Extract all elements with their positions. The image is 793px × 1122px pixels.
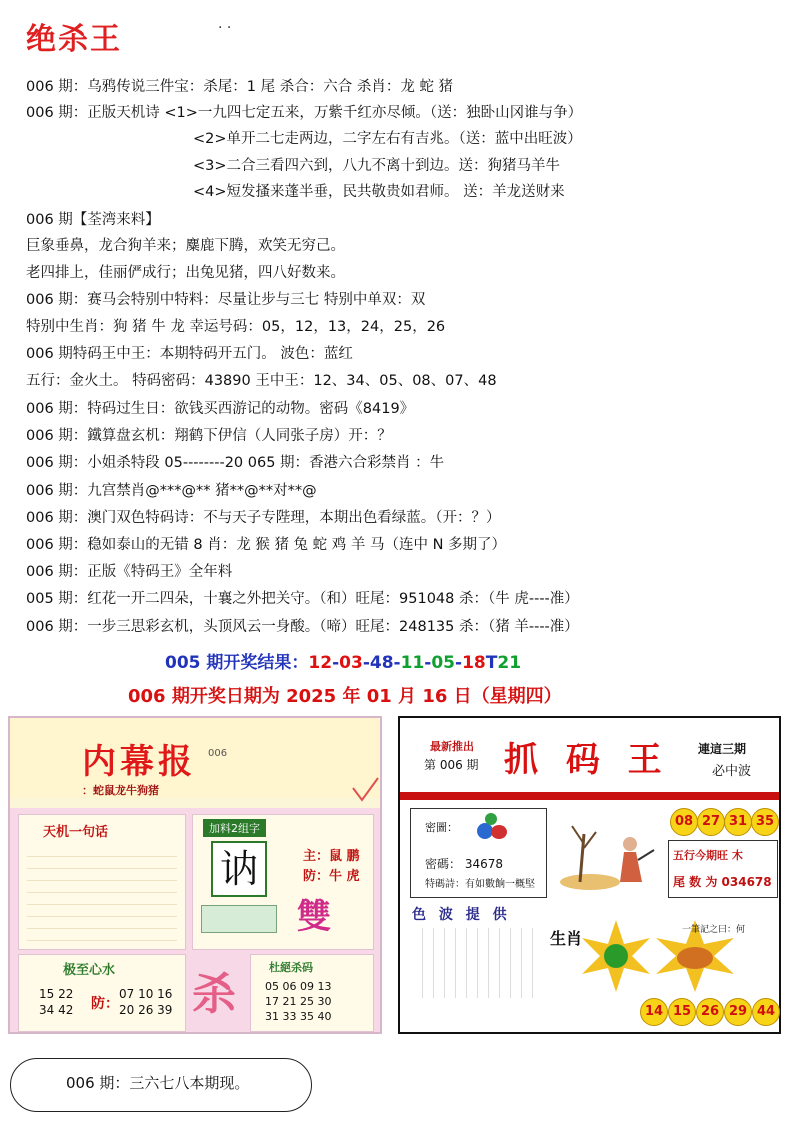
guard-label: 防：: [91, 996, 119, 1012]
prediction-line: <4>短发搔来蓬半垂，民共敬贵如君师。 送：羊龙送财来: [193, 184, 565, 200]
kill-seal: 杀: [192, 969, 236, 1020]
number-ball: 31: [724, 808, 752, 836]
heart-water-box: [18, 954, 186, 1032]
number-ball: 26: [696, 998, 724, 1026]
code-row: 05 06 09 13: [265, 980, 332, 993]
prediction-line: 006 期【荃湾来料】: [26, 212, 160, 228]
number-ball: 29: [724, 998, 752, 1026]
prediction-line: 巨象垂鼻，龙合狗羊来；麋鹿下腾，欢笑无穷己。: [26, 238, 345, 254]
numbers-b: 34 42: [39, 1003, 74, 1017]
result-label: 005 期开奖结果：: [165, 653, 309, 673]
code-king-panel: [398, 716, 781, 1034]
oracle-box: [18, 814, 186, 950]
result-number: 03: [339, 653, 363, 673]
prediction-line: 006 期：赛马会特别中特料：尽量让步与三七 特别中单双：双: [26, 292, 426, 308]
prediction-line: 006 期特码王中王：本期特码开五门。 波色：蓝红: [26, 346, 353, 362]
number-ball: 08: [670, 808, 698, 836]
color-provide-label: 色 波 提 供: [412, 907, 511, 923]
prediction-line: <3>二合三看四六到，八九不离十到边。送：狗猪马羊牛: [193, 158, 561, 174]
prediction-line: <2>单开二七走两边，二字左右有吉兆。（送：蓝中出旺波）: [193, 131, 582, 147]
number-ball: 15: [668, 998, 696, 1026]
special-number: 21: [497, 653, 522, 673]
two-char-title: 加料2组字: [203, 819, 266, 837]
draw-result: [165, 648, 521, 673]
streak-line-1: 連這三期: [698, 742, 747, 756]
numbers-c: 07 10 16: [119, 987, 173, 1001]
prediction-line: 五行：金火土。 特码密码：43890 王中王：12、34、05、08、07、48: [26, 373, 497, 389]
fruit-icon: [473, 813, 509, 843]
tail-label: 尾 数 为 034678: [673, 875, 772, 889]
note-text: 一筆記之曰：何: [682, 925, 746, 935]
prediction-line: 006 期：小姐杀特段 05--------20 065 期：香港六合彩禁肖 ：牛: [26, 455, 445, 471]
inside-report-panel: [8, 716, 382, 1034]
secret-code: 密碼： 34678: [425, 857, 503, 871]
cloud-text: 006 期：三六七八本期现。: [66, 1074, 250, 1092]
latest-label: 最新推出: [430, 740, 474, 753]
numbers-d: 20 26 39: [119, 1003, 173, 1017]
check-icon: [350, 776, 380, 804]
result-separator: -: [455, 653, 463, 673]
number-ball: 14: [640, 998, 668, 1026]
prediction-line: 005 期：红花一开二四朵，十襄之外把关守。（和）旺尾：951048 杀：（牛 虎----准）: [26, 591, 579, 607]
prediction-line: 006 期：正版天机诗 <1>一九四七定五来，万紫千红亦尽倾。（送：独卧山冈谁与争）: [26, 105, 583, 121]
double-character: 雙: [297, 897, 331, 937]
hunter-illustration-icon: [550, 804, 662, 896]
special-marker: T: [485, 653, 498, 673]
heart-water-title: 极至心水: [63, 963, 116, 978]
eliminated-codes-box: [250, 954, 374, 1032]
prediction-line: 006 期：一步三思彩玄机，头顶风云一身酸。（啼）旺尾：248135 杀：（猪 羊----准）: [26, 619, 579, 635]
result-number: 12: [308, 653, 333, 673]
two-char-box: [192, 814, 374, 950]
element-label: 五行今期旺 木: [673, 849, 743, 862]
red-divider: [400, 792, 779, 800]
prediction-line: 特别中生肖：狗 猪 牛 龙 幸运号码：05，12，13，24，25，26: [26, 319, 446, 335]
prediction-line: 006 期：正版《特码王》全年料: [26, 564, 233, 580]
prediction-line: 006 期：鐵算盘玄机：翔鹤下伊信（人同张子房）开：？: [26, 428, 392, 444]
panel-header-title: 内幕报: [82, 742, 196, 782]
prediction-line: 006 期：乌鸦传说三件宝：杀尾：1 尾 杀合：六合 杀肖：龙 蛇 猪: [26, 79, 454, 95]
eliminated-codes: [265, 979, 331, 1024]
guard-zodiac: 防：牛 虎: [303, 869, 360, 884]
result-separator: -: [393, 653, 401, 673]
issue-label: 第 006 期: [424, 758, 479, 772]
element-box: [668, 840, 778, 898]
zodiac-label: 生肖: [550, 929, 583, 948]
result-separator: -: [424, 653, 432, 673]
secret-figure-label: 密圖：: [425, 821, 458, 834]
eliminated-title: 杜絕杀码: [269, 961, 313, 974]
big-character: 讷: [211, 841, 267, 897]
numbers-a: 15 22: [39, 987, 74, 1001]
number-ball: 35: [751, 808, 779, 836]
secret-box: [410, 808, 547, 898]
header-issue: 006: [208, 748, 228, 759]
special-poem: 特碼詩：有如數餉一概堅: [425, 879, 535, 890]
oracle-lines: [27, 845, 177, 941]
draw-date: 006 期开奖日期为 2025 年 01 月 16 日（星期四）: [128, 686, 562, 707]
prediction-line: 006 期：澳门双色特码诗：不与天子专陛理，本期出色看绿蓝。（开：？）: [26, 510, 501, 526]
main-zodiac: 主：鼠 鹏: [303, 849, 360, 864]
code-king-title: 抓 码 王: [504, 740, 670, 780]
prediction-line: 006 期：特码过生日：欲钱买西游记的动物。密码《8419》: [26, 401, 415, 417]
result-separator: -: [362, 653, 370, 673]
header-subtitle: ：蛇鼠龙牛狗猪: [82, 784, 159, 797]
page-title: 绝杀王: [26, 22, 122, 57]
decorative-dots: · ·: [218, 20, 232, 36]
number-ball: 44: [752, 998, 780, 1026]
result-separator: -: [332, 653, 340, 673]
number-strip: [201, 905, 277, 933]
streak-line-2: 必中波: [712, 764, 752, 779]
starburst-snake-icon: [576, 918, 656, 994]
result-number: 11: [400, 653, 425, 673]
prediction-line: 006 期：稳如泰山的无错 8 肖：龙 猴 猪 兔 蛇 鸡 羊 马（连中 N 多期了）: [26, 537, 507, 553]
result-number: 18: [462, 653, 486, 673]
poem-columns: [412, 928, 542, 998]
code-row: 31 33 35 40: [265, 1010, 332, 1023]
prediction-line: 老四排上，佳丽俨成行；出兔见猪，四八好数来。: [26, 265, 345, 281]
oracle-title: 天机一句话: [43, 825, 109, 840]
result-number: 05: [431, 653, 456, 673]
code-row: 17 21 25 30: [265, 995, 332, 1008]
number-ball: 27: [697, 808, 725, 836]
result-number: 48: [369, 653, 394, 673]
prediction-line: 006 期：九宫禁肖@***@** 猪**@**对**@: [26, 483, 317, 499]
